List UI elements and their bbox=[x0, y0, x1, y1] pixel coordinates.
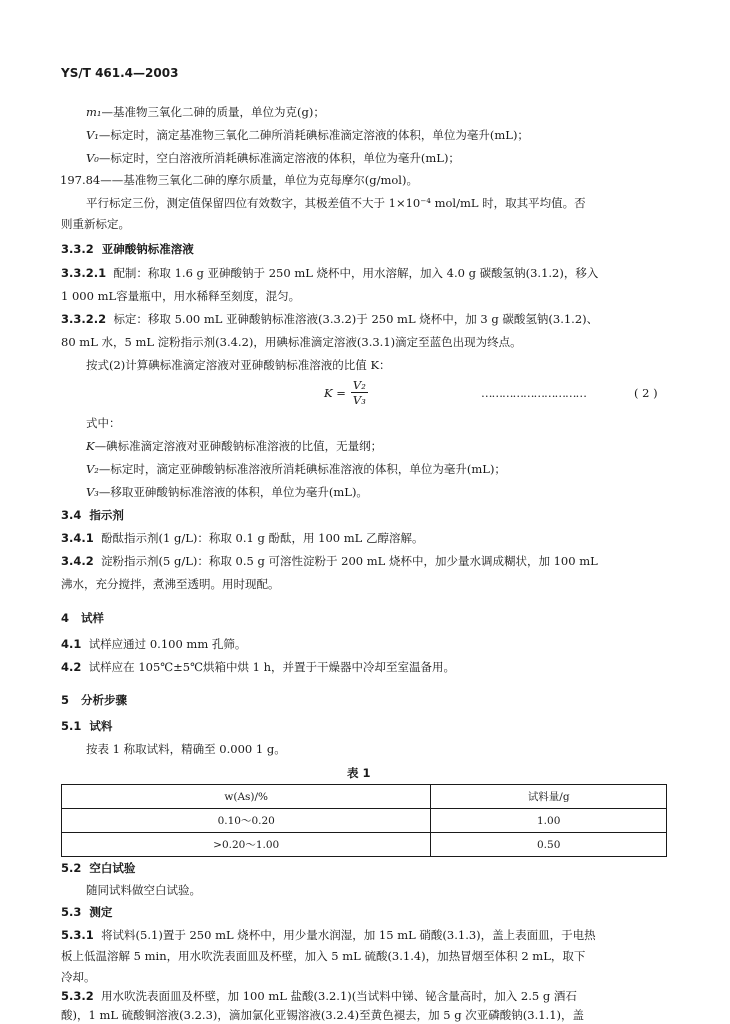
var-def-m1: m₁—基准物三氧化二砷的质量，单位为克(g)； bbox=[86, 105, 325, 119]
section-5-2-text: 随同试料做空白试验。 bbox=[86, 883, 201, 897]
table-row bbox=[62, 833, 667, 857]
section-3-3-2-1: 3.3.2.1 配制：称取 1.6 g 亚砷酸钠于 250 mL 烧杯中，用水溶解，加入 4.0 g 碳酸氢钠(3.1.2)，移入 bbox=[61, 266, 599, 280]
formula-numerator: V₂ bbox=[352, 378, 366, 392]
section-5-3-2: 5.3.2 用水吹洗表面皿及杯壁，加 100 mL 盐酸(3.2.1)(当试料中锑、铋含量高时，加入 2.5 g 酒石 bbox=[61, 989, 577, 1003]
table-cell: 0.10～0.20 bbox=[62, 809, 431, 833]
section-5-3-2-line2: 酸)，1 mL 硫酸铜溶液(3.2.3)，滴加氯化亚锡溶液(3.2.4)至黄色褪去，加 5 g 次亚磷酸钠(3.1.1)，盖 bbox=[61, 1008, 584, 1022]
var-def-v3: V₃—移取亚砷酸钠标准溶液的体积，单位为毫升(mL)。 bbox=[86, 485, 368, 499]
where-label: 式中： bbox=[86, 416, 121, 430]
section-5-1-text: 按表 1 称取试料，精确至 0.000 1 g。 bbox=[86, 742, 286, 756]
section-3-4-2: 3.4.2 淀粉指示剂(5 g/L)：称取 0.5 g 可溶性淀粉于 200 mL 烧杯中，加少量水调成糊状，加 100 mL bbox=[61, 554, 598, 568]
formula-denominator: V₃ bbox=[352, 393, 366, 407]
section-3-3-2-heading: 3.3.2 亚砷酸钠标准溶液 bbox=[61, 242, 194, 256]
var-def-v1: V₁—标定时，滴定基准物三氧化二砷所消耗碘标准滴定溶液的体积，单位为毫升(mL)； bbox=[86, 128, 529, 142]
table-cell: 1.00 bbox=[431, 809, 667, 833]
var-def-v2: V₂—标定时，滴定亚砷酸钠标准溶液所消耗碘标准溶液的体积，单位为毫升(mL)； bbox=[86, 462, 506, 476]
section-4-2: 4.2 试样应在 105℃±5℃烘箱中烘 1 h，并置于干燥器中冷却至室温备用。 bbox=[61, 660, 456, 674]
section-5-3-heading: 5.3 测定 bbox=[61, 905, 113, 919]
para-parallel-line1: 平行标定三份，测定值保留四位有效数字，其极差值不大于 1×10⁻⁴ mol/mL 时，取其平均值。否 bbox=[86, 196, 586, 210]
section-3-3-2-2-line2: 80 mL 水，5 mL 淀粉指示剂(3.4.2)，用碘标准滴定溶液(3.3.1)滴定至蓝色出现为终点。 bbox=[61, 335, 522, 349]
table-header-row bbox=[62, 785, 667, 809]
section-3-3-2-1-line2: 1 000 mL容量瓶中，用水稀释至刻度，混匀。 bbox=[61, 289, 301, 303]
table-header-as-content: w(As)/% bbox=[62, 785, 431, 809]
formula-equation-number: ( 2 ) bbox=[634, 386, 658, 400]
formula-leader-dots: ………………………… bbox=[481, 386, 586, 400]
section-5-1-heading: 5.1 试料 bbox=[61, 719, 113, 733]
formula-lhs: K = bbox=[324, 385, 346, 400]
section-5-2-heading: 5.2 空白试验 bbox=[61, 861, 136, 875]
var-def-v0: V₀—标定时，空白溶液所消耗碘标准滴定溶液的体积，单位为毫升(mL)； bbox=[86, 151, 460, 165]
section-5-3-1-line3: 冷却。 bbox=[61, 970, 96, 984]
section-4-heading: 4 试样 bbox=[61, 611, 105, 625]
para-parallel-line2: 则重新标定。 bbox=[61, 217, 130, 231]
section-5-heading: 5 分析步骤 bbox=[61, 693, 128, 707]
table-1 bbox=[61, 784, 667, 857]
formula-fraction bbox=[351, 378, 368, 407]
section-5-3-1-line2: 板上低温溶解 5 min，用水吹洗表面皿及杯壁，加入 5 mL 硫酸(3.1.4)，加热冒烟至体积 2 mL，取下 bbox=[61, 949, 586, 963]
section-4-1: 4.1 试样应通过 0.100 mm 孔筛。 bbox=[61, 637, 247, 651]
section-3-4-1: 3.4.1 酚酞指示剂(1 g/L)：称取 0.1 g 酚酞，用 100 mL 乙醇溶解。 bbox=[61, 531, 424, 545]
var-def-molar-mass: 197.84——基准物三氧化二砷的摩尔质量，单位为克每摩尔(g/mol)。 bbox=[60, 173, 418, 187]
formula-2 bbox=[324, 378, 368, 407]
standard-code: YS/T 461.4—2003 bbox=[61, 66, 179, 80]
table-cell: >0.20～1.00 bbox=[62, 833, 431, 857]
section-3-4-heading: 3.4 指示剂 bbox=[61, 508, 124, 522]
section-3-4-2-line2: 沸水，充分搅拌，煮沸至透明。用时现配。 bbox=[61, 577, 280, 591]
table-row bbox=[62, 809, 667, 833]
var-def-k: K—碘标准滴定溶液对亚砷酸钠标准溶液的比值，无量纲； bbox=[86, 439, 383, 453]
section-5-3-1: 5.3.1 将试料(5.1)置于 250 mL 烧杯中，用少量水润湿，加 15 mL 硝酸(3.1.3)，盖上表面皿，于电热 bbox=[61, 928, 596, 942]
table-1-caption: 表 1 bbox=[347, 766, 371, 780]
table-cell: 0.50 bbox=[431, 833, 667, 857]
section-3-3-2-2: 3.3.2.2 标定：移取 5.00 mL 亚砷酸钠标准溶液(3.3.2)于 250 mL 烧杯中，加 3 g 碳酸氢钠(3.1.2)、 bbox=[61, 312, 599, 326]
ratio-intro: 按式(2)计算碘标准滴定溶液对亚砷酸钠标准溶液的比值 K： bbox=[86, 358, 391, 372]
table-header-sample-mass: 试料量/g bbox=[431, 785, 667, 809]
